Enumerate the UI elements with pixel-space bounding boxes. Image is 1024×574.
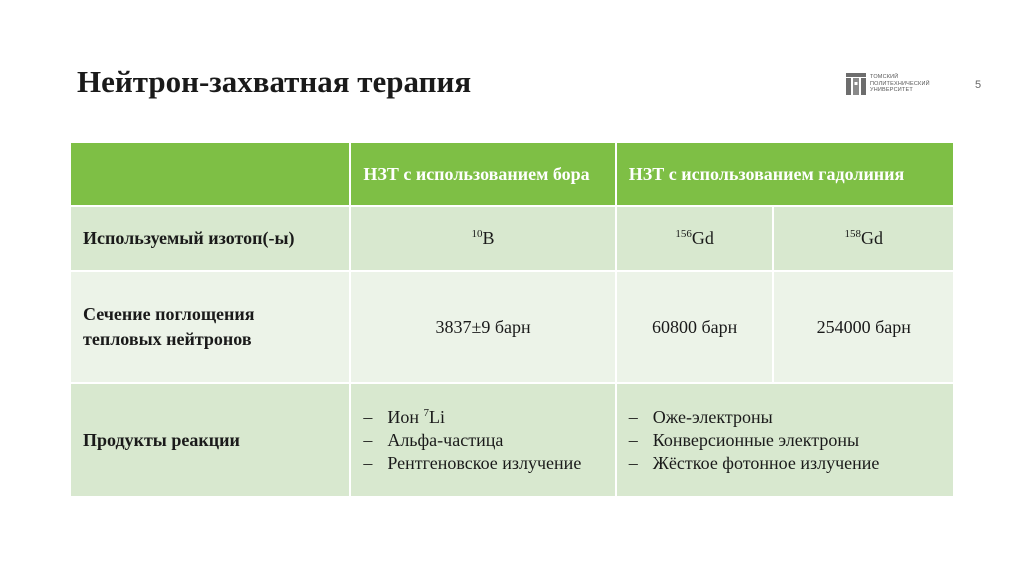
tpu-logo-icon bbox=[846, 73, 866, 95]
products-gadolinium bbox=[616, 383, 954, 497]
list-item: – Альфа-частица bbox=[363, 429, 504, 450]
page-number: 5 bbox=[975, 79, 982, 91]
university-logo bbox=[846, 73, 930, 95]
products-gadolinium-list bbox=[629, 406, 941, 475]
isotope-gd-156: $^{156}$Gd bbox=[616, 206, 774, 271]
cross-section-boron: 3837±9 барн bbox=[350, 271, 615, 383]
row-label-cross-section: Сечение поглощения тепловых нейтронов bbox=[70, 271, 350, 383]
products-boron-list bbox=[363, 406, 602, 475]
isotope-gd-158: $^{158}$Gd bbox=[773, 206, 954, 271]
comparison-table bbox=[69, 141, 955, 498]
row-label-isotope: Используемый изотоп(-ы) bbox=[70, 206, 350, 271]
table-row-cross-section bbox=[70, 271, 954, 383]
logo-line: ПОЛИТЕХНИЧЕСКИЙ bbox=[870, 80, 930, 87]
header-gadolinium: НЗТ с использованием гадолиния bbox=[616, 142, 954, 206]
table-header-row bbox=[70, 142, 954, 206]
row-label-products: Продукты реакции bbox=[70, 383, 350, 497]
cross-section-gd-158: 254000 барн bbox=[773, 271, 954, 383]
logo-line: ТОМСКИЙ bbox=[870, 74, 899, 81]
list-item: – Конверсионные электроны bbox=[628, 429, 860, 450]
table-row-isotope bbox=[70, 206, 954, 271]
products-boron bbox=[350, 383, 615, 497]
list-item: – Рентгеновское излучение bbox=[363, 452, 582, 473]
list-item: – Ион $^7$Li bbox=[363, 406, 445, 427]
logo-text bbox=[870, 74, 930, 94]
header-boron: НЗТ с использованием бора bbox=[350, 142, 615, 206]
cross-section-gd-156: 60800 барн bbox=[616, 271, 774, 383]
table-row-products bbox=[70, 383, 954, 497]
list-item: – Жёсткое фотонное излучение bbox=[628, 452, 880, 473]
header-empty bbox=[70, 142, 350, 206]
list-item: – Оже-электроны bbox=[628, 406, 773, 427]
logo-line: УНИВЕРСИТЕТ bbox=[870, 87, 913, 94]
slide-title: Нейтрон-захватная терапия bbox=[77, 64, 472, 99]
isotope-boron: $^{10}$B bbox=[350, 206, 615, 271]
